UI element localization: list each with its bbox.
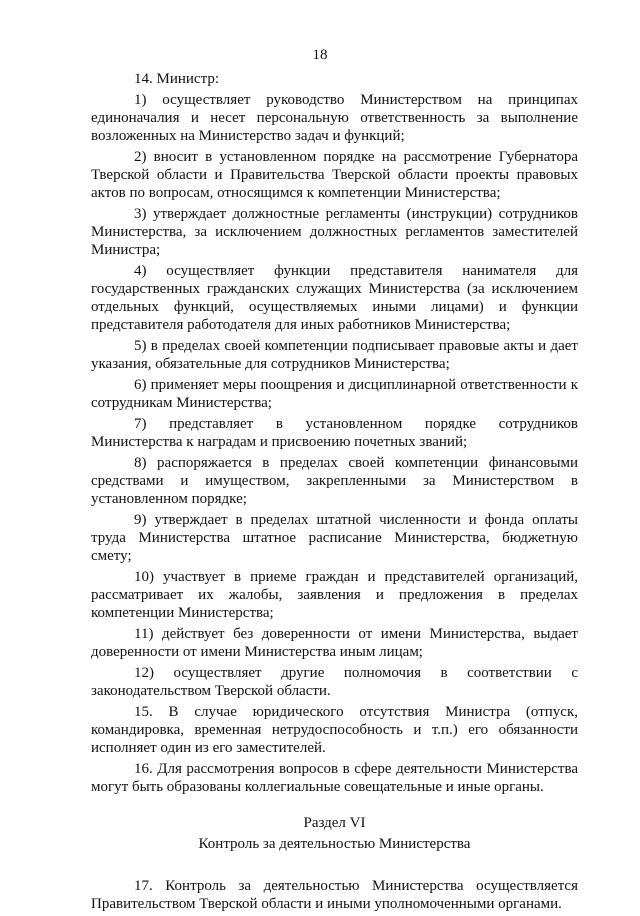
paragraph-14-1: 1) осуществляет руководство Министерством на принципах единоначалия и несет персональную ответственность за выполнение возложенных на Министерство задач и функций; (91, 92, 578, 144)
paragraph-14-11: 11) действует без доверенности от имени Министерства, выдает доверенности от имени Министерства иным лицам; (91, 626, 578, 660)
paragraph-14-6: 6) применяет меры поощрения и дисциплинарной ответственности к сотрудникам Министерства; (91, 377, 578, 411)
paragraph-14-9: 9) утверждает в пределах штатной численности и фонда оплаты труда Министерства штатное расписание Министерства, бюджетную смету; (91, 512, 578, 564)
paragraph-16: 16. Для рассмотрения вопросов в сфере деятельности Министерства могут быть образованы коллегиальные совещательные и иные органы. (91, 761, 578, 795)
document-body (91, 70, 578, 916)
paragraph-14-4: 4) осуществляет функции представителя нанимателя для государственных гражданских служащих Министерства (за исключением отдельных функций, осуществляемых иными лицами) и функции представителя работодателя для иных работников Министерства; (91, 263, 578, 333)
paragraph-14-2: 2) вносит в установленном порядке на рассмотрение Губернатора Тверской области и Правительства Тверской области проекты правовых актов по вопросам, относящимся к компетенции Министерства; (91, 149, 578, 201)
paragraph-14-intro: 14. Министр: (134, 71, 219, 87)
paragraph-14-10: 10) участвует в приеме граждан и представителей организаций, рассматривает их жалобы, заявления и предложения в пределах компетенции Министерства; (91, 569, 578, 621)
page-number: 18 (312, 47, 328, 63)
paragraph-14-7: 7) представляет в установленном порядке сотрудников Министерства к наградам и присвоению почетных званий; (91, 416, 578, 450)
paragraph-14-5: 5) в пределах своей компетенции подписывает правовые акты и дает указания, обязательные для сотрудников Министерства; (91, 338, 578, 372)
section-title: Контроль за деятельностью Министерства (198, 836, 471, 852)
paragraph-14-3: 3) утверждает должностные регламенты (инструкции) сотрудников Министерства, за исключением должностных регламентов заместителей Министра; (91, 206, 578, 258)
paragraph-14-12: 12) осуществляет другие полномочия в соответствии с законодательством Тверской области. (91, 665, 578, 699)
paragraph-14-8: 8) распоряжается в пределах своей компетенции финансовыми средствами и имуществом, закрепленными за Министерством в установленном порядке; (91, 455, 578, 507)
section-number: Раздел VI (303, 815, 366, 831)
paragraph-15: 15. В случае юридического отсутствия Министра (отпуск, командировка, временная нетрудоспособность и т.п.) его обязанности исполняет один из его заместителей. (91, 704, 578, 756)
paragraph-17: 17. Контроль за деятельностью Министерства осуществляется Правительством Тверской области и иными уполномоченными органами. (91, 878, 578, 912)
